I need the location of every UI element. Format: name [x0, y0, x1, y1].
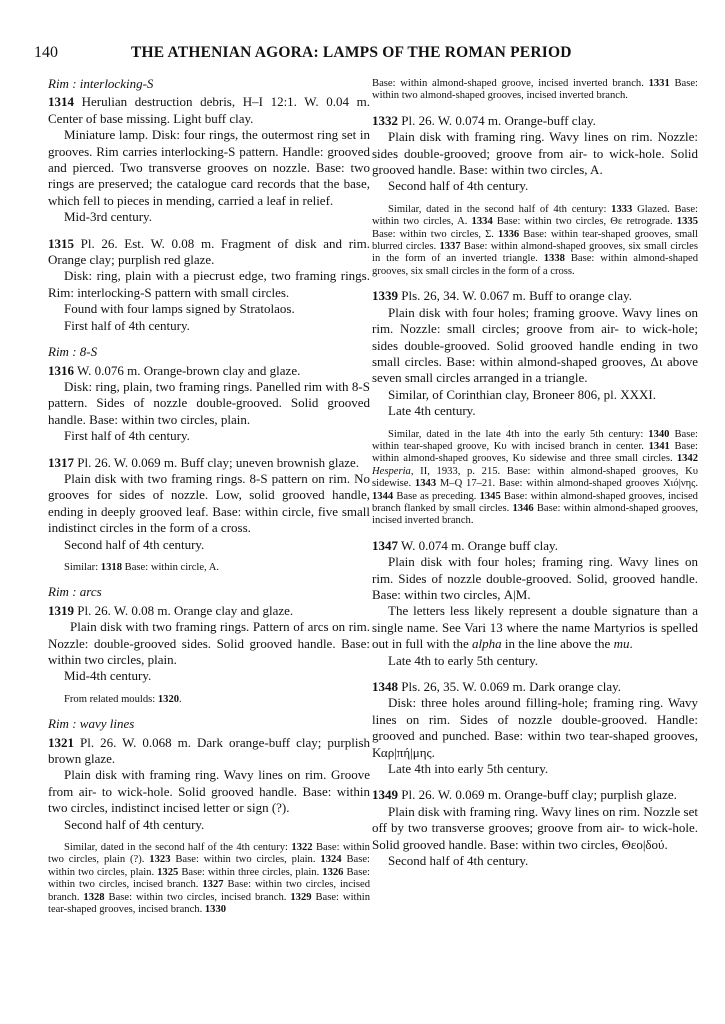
entry-number: 1316: [48, 362, 74, 378]
entry-description: Plain disk with framing ring. Wavy lines on rim. Groove from air- to wick-hole. Solid grooved handle. Base: within two circles, indistinct incised letter or sign (?).: [48, 767, 370, 816]
similar-text: Base: within almond-shaped grooves, six small circles in the form of a cross.: [372, 253, 698, 277]
moulds-prefix: From related moulds:: [64, 693, 158, 705]
similar-prefix: Similar:: [64, 561, 101, 573]
entry-description: Miniature lamp. Disk: four rings, the outermost ring set in grooves. Rim carries interlocking-S pattern. Handle: grooved and pierced. Two transverse grooves on nozzle. Base: two rings are preserved; the catalogue card records that the base, which fell to pieces in mending, carried a leaf in relief.: [48, 127, 370, 208]
similar-text: Base: within two circles, incised branch.: [104, 891, 291, 903]
section-heading: Rim : wavy lines: [48, 716, 135, 732]
entry-number: 1327: [202, 879, 224, 891]
similar-text: Base: within two circles, plain.: [48, 854, 370, 878]
moulds-end: .: [179, 693, 182, 705]
entry-number: 1330: [204, 904, 227, 916]
similar-text: Base: within almond-shaped grooves, Κυ sidewise and three small circles.: [372, 440, 698, 465]
entry-number: 1337: [439, 241, 461, 253]
entry-number: 1314: [48, 94, 74, 110]
entry-number: 1324: [320, 854, 342, 866]
entry-number: 1332: [372, 112, 398, 128]
left-column: [48, 76, 370, 917]
similar-text: Base: within two almond-shaped grooves, incised inverted branch.: [372, 78, 698, 102]
catalogue-entry-1347: [372, 538, 698, 554]
entry-header: Pls. 26, 34. W. 0.067 m. Buff to orange clay.: [398, 288, 632, 304]
entry-date: Second half of 4th century.: [388, 178, 529, 194]
entry-date: Mid-3rd century.: [64, 209, 152, 225]
similar-text: Base: within almond-shaped grooves, incised inverted branch.: [372, 502, 698, 527]
note-italic: mu: [613, 636, 630, 652]
journal-title: Hesperia: [372, 465, 411, 477]
similar-prefix: Similar, dated in the second half of the 4th century:: [64, 842, 292, 854]
page-number: 140: [34, 44, 58, 61]
similar-text: M–Q 17–21. Base: within almond-shaped grooves Χιό|νης.: [436, 478, 698, 490]
similar-text: Base: within tear-shaped grooves, small blurred circles.: [372, 228, 698, 253]
entry-number: 1325: [157, 866, 179, 878]
entry-description: Plain disk with two framing rings. Pattern of arcs on rim. Nozzle: double-grooved sides. Solid grooved handle. Base: within two circles, plain.: [48, 619, 370, 667]
catalogue-entry-1321: [48, 735, 370, 768]
entry-date: Late 4th to early 5th century.: [388, 652, 539, 668]
entry-date: Mid-4th century.: [64, 668, 152, 684]
catalogue-entry-1315: [48, 236, 370, 269]
similar-text: Base as preceding.: [393, 490, 480, 502]
similar-prefix: Similar, dated in the late 4th into the early 5th century:: [388, 428, 649, 440]
note-text: The letters less likely represent a double signature than a single name. See Vari 13 where the name Martyrios is spelled out in full with the: [372, 603, 698, 652]
entry-number: 1340: [648, 428, 670, 440]
similar-text: Base: within circle, A.: [121, 561, 220, 573]
similar-prefix: Similar, dated in the second half of 4th century:: [388, 203, 612, 215]
entry-number: 1346: [512, 502, 534, 514]
similar-text: Base: within almond-shaped grooves, incised branch flanked by small circles.: [372, 490, 698, 514]
similar-list: [372, 204, 698, 278]
entry-number: 1317: [48, 454, 74, 470]
catalogue-entry-1314: [48, 94, 370, 127]
entry-date: First half of 4th century.: [64, 428, 190, 444]
section-heading: Rim : arcs: [48, 584, 102, 600]
entry-number: 1334: [471, 216, 493, 228]
catalogue-entry-1339: [372, 288, 698, 304]
entry-number: 1315: [48, 235, 74, 251]
entry-number: 1318: [100, 561, 122, 573]
similar-text: Glazed. Base: within two circles, A.: [372, 203, 698, 228]
catalogue-entry-1317: [48, 455, 370, 471]
similar-text: , II, 1933, p. 215. Base: within almond-shaped grooves, Κυ sidewise.: [372, 465, 698, 490]
catalogue-entry-1316: [48, 363, 370, 379]
entry-number: 1336: [498, 228, 520, 240]
entry-number: 1347: [372, 537, 398, 553]
catalogue-entry-1349: [372, 787, 698, 803]
moulds-note: [48, 694, 370, 706]
entry-number: 1343: [414, 478, 437, 490]
similar-text: Base: within tear-shaped grooves, incised branch.: [48, 891, 370, 916]
entry-number: 1320: [157, 693, 180, 705]
entry-number: 1319: [48, 602, 74, 618]
similar-text: Base: within almond-shaped grooves, six small circles in the form of an inverted triangle.: [372, 241, 698, 265]
entry-number: 1323: [149, 854, 171, 866]
entry-date: Late 4th century.: [388, 403, 476, 419]
similar-text: Base: within two circles, plain (?).: [48, 842, 370, 866]
entry-number: 1344: [372, 490, 394, 502]
similar-list-continued: [372, 78, 698, 103]
entry-description: Plain disk with four holes; framing ring. Wavy lines on rim. Sides of nozzle double-grooved. Solid, grooved handle. Base: within two circles, Α|Μ.: [372, 554, 698, 602]
similar-text: Base: within three circles, plain.: [178, 866, 323, 878]
entry-number: 1331: [648, 78, 670, 89]
similar-text: Base: within almond-shaped groove, incised inverted branch.: [372, 78, 649, 89]
entry-number: 1326: [322, 866, 344, 878]
entry-note: Similar, of Corinthian clay, Broneer 806, pl. XXXI.: [388, 386, 656, 402]
similar-text: Base: within two circles, Θε retrograde.: [492, 216, 677, 228]
entry-header: W. 0.076 m. Orange-brown clay and glaze.: [74, 362, 301, 378]
entry-description: Plain disk with two framing rings. 8-S pattern on rim. No grooves for sides of nozzle. Low, solid grooved handle, ending in deeply grooved leaf. Base: within circle, five small indistinct circles in the form of a cross.: [48, 470, 370, 536]
entry-header: Pl. 26. W. 0.074 m. Orange-buff clay.: [398, 112, 596, 128]
catalogue-entry-1332: [372, 113, 698, 129]
page-header: [34, 44, 694, 66]
entry-description: Disk: ring, plain, two framing rings. Panelled rim with 8-S pattern. Sides of nozzle double-grooved. Solid grooved handle. Base: within two circles, plain.: [48, 378, 370, 427]
note-text: .: [629, 636, 633, 652]
note-italic: alpha: [472, 636, 502, 652]
entry-date: First half of 4th century.: [64, 317, 190, 333]
entry-header: Herulian destruction debris, H–I 12:1. W. 0.04 m. Center of base missing. Light buff clay.: [48, 94, 370, 126]
entry-number: 1321: [48, 734, 74, 750]
running-title: THE ATHENIAN AGORA: LAMPS OF THE ROMAN PERIOD: [131, 44, 572, 61]
entry-number: 1342: [676, 453, 698, 465]
entry-date: Second half of 4th century.: [388, 853, 529, 869]
similar-text: Base: within two circles, Σ.: [372, 228, 499, 240]
entry-date: Second half of 4th century.: [64, 536, 205, 552]
entry-description: Disk: three holes around filling-hole; framing ring. Wavy lines on rim. Sides of nozzle double-grooved. Handle: grooved and punched. Base: within two tear-shaped grooves, Καρ|πή|μης.: [372, 695, 698, 760]
similar-list: [48, 842, 370, 916]
entry-description: Plain disk with framing ring. Wavy lines on rim. Nozzle: sides double-grooved; groove from air- to wick-hole. Solid grooved handle. Base: within two circles, A.: [372, 129, 698, 178]
entry-number: 1345: [479, 490, 501, 502]
similar-text: Base: within two circles, incised branch.: [48, 879, 370, 903]
similar-text: Base: within two circles, plain.: [170, 854, 321, 866]
entry-number: 1338: [543, 253, 565, 265]
section-heading: Rim : interlocking-S: [48, 76, 154, 91]
entry-note: Found with four lamps signed by Stratolaos.: [64, 301, 295, 317]
entry-header: Pl. 26. W. 0.069 m. Orange-buff clay; purplish glaze.: [398, 787, 677, 803]
entry-number: 1349: [372, 787, 398, 803]
entry-number: 1335: [676, 216, 698, 228]
entry-header: Pl. 26. W. 0.068 m. Dark orange-buff clay; purplish brown glaze.: [48, 734, 370, 767]
entry-header: Pl. 26. W. 0.069 m. Buff clay; uneven brownish glaze.: [74, 454, 360, 470]
catalogue-entry-1319: [48, 603, 370, 619]
entry-note: [372, 603, 698, 652]
entry-number: 1333: [611, 203, 633, 215]
entry-description: Disk: ring, plain with a piecrust edge, two framing rings. Rim: interlocking-S pattern with small circles.: [48, 268, 370, 300]
section-heading: Rim : 8-S: [48, 344, 98, 360]
similar-text: Base: within two circles, incised branch.: [48, 866, 370, 891]
right-column: [372, 78, 698, 870]
entry-number: 1329: [290, 891, 312, 903]
entry-description: Plain disk with framing ring. Wavy lines on rim. Nozzle set off by two transverse grooves; groove from air- to wick-hole. Solid grooved handle. Base: within two circles, Θεο|δού.: [372, 803, 698, 852]
entry-description: Plain disk with four holes; framing groove. Wavy lines on rim. Nozzle: small circles; groove from air- to wick-hole; sides double-grooved. Solid grooved handle ending in two small circles. Base: within almond-shaped grooves, Δι above seven small circles arranged in a triangle.: [372, 304, 698, 386]
entry-date: Late 4th into early 5th century.: [388, 761, 549, 777]
entry-number: 1339: [372, 288, 398, 304]
entry-number: 1322: [291, 842, 313, 854]
catalogue-entry-1348: [372, 679, 698, 695]
entry-header: Pl. 26. Est. W. 0.08 m. Fragment of disk and rim. Orange clay; purplish red glaze.: [48, 235, 370, 268]
similar-text: Base: within tear-shaped groove, Κυ with incised branch in center.: [372, 428, 698, 452]
entry-number: 1328: [83, 891, 105, 903]
entry-number: 1348: [372, 679, 398, 695]
similar-note: [48, 562, 370, 574]
note-text: in the line above the: [501, 636, 614, 652]
entry-date: Second half of 4th century.: [64, 816, 205, 832]
entry-header: Pl. 26. W. 0.08 m. Orange clay and glaze.: [74, 602, 294, 618]
entry-header: Pls. 26, 35. W. 0.069 m. Dark orange clay.: [398, 679, 622, 695]
entry-number: 1341: [648, 440, 670, 452]
similar-list: [372, 429, 698, 528]
entry-header: W. 0.074 m. Orange buff clay.: [398, 537, 558, 553]
